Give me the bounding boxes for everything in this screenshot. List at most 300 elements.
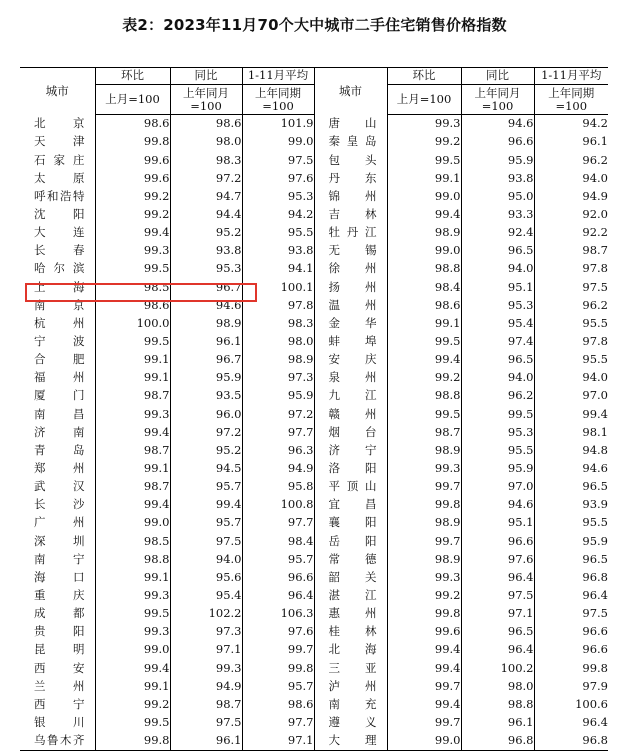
yoy-cell-left: 97.2 [170, 169, 242, 187]
yoy-cell-right: 93.3 [461, 206, 534, 224]
yoy-cell-left: 102.2 [170, 605, 242, 623]
mom-cell-left: 99.5 [95, 714, 170, 732]
city-cell-left: 武汉 [20, 478, 95, 496]
yoy-cell-left: 94.5 [170, 460, 242, 478]
avg-cell-right: 97.0 [582, 388, 608, 403]
city-cell-right: 无锡 [314, 242, 387, 260]
mom-cell-right: 98.9 [387, 550, 461, 568]
header-yoy-right: 同比 [461, 68, 534, 85]
city-cell-right: 丹东 [314, 169, 387, 187]
mom-cell-left: 98.8 [95, 550, 170, 568]
city-cell-left: 宁波 [20, 333, 95, 351]
yoy-cell-left: 94.9 [170, 677, 242, 695]
yoy-cell-left: 95.4 [170, 587, 242, 605]
avg-cell-left: 95.8 [242, 478, 314, 496]
avg-cell-right: 96.2 [582, 297, 608, 312]
avg-cell-left: 95.7 [242, 677, 314, 695]
yoy-cell-left: 98.0 [170, 133, 242, 151]
avg-cell-right: 100.6 [575, 696, 608, 711]
yoy-cell-right: 98.0 [461, 677, 534, 695]
avg-cell-right: 96.2 [582, 152, 608, 167]
table-row [20, 569, 608, 587]
city-cell-right: 赣州 [314, 405, 387, 423]
table-body [20, 115, 608, 751]
mom-cell-left: 99.3 [95, 405, 170, 423]
mom-cell-left: 98.7 [95, 478, 170, 496]
city-cell-left: 大连 [20, 224, 95, 242]
yoy-cell-right: 92.4 [461, 224, 534, 242]
yoy-cell-right: 96.8 [461, 732, 534, 751]
table-row [20, 387, 608, 405]
yoy-cell-right: 97.0 [461, 478, 534, 496]
avg-cell-left: 94.2 [242, 206, 314, 224]
avg-cell-left: 94.9 [242, 460, 314, 478]
table-row [20, 151, 608, 169]
yoy-cell-right: 94.6 [461, 115, 534, 134]
avg-cell-left: 96.4 [242, 587, 314, 605]
mom-cell-right: 98.9 [387, 224, 461, 242]
city-cell-right: 包头 [314, 151, 387, 169]
yoy-cell-right: 99.5 [461, 405, 534, 423]
mom-cell-right: 98.6 [387, 296, 461, 314]
yoy-cell-right: 95.1 [461, 514, 534, 532]
mom-cell-right: 99.5 [387, 151, 461, 169]
avg-cell-left: 97.6 [242, 623, 314, 641]
avg-cell-right: 98.1 [582, 424, 608, 439]
avg-cell-right: 96.4 [582, 714, 608, 729]
yoy-cell-right: 94.0 [461, 369, 534, 387]
yoy-cell-right: 96.1 [461, 714, 534, 732]
city-cell-left: 郑州 [20, 460, 95, 478]
mom-cell-right: 99.2 [387, 133, 461, 151]
table-row [20, 659, 608, 677]
yoy-cell-right: 96.5 [461, 242, 534, 260]
yoy-cell-left: 96.7 [170, 278, 242, 296]
yoy-cell-right: 97.5 [461, 587, 534, 605]
city-cell-right: 宜昌 [314, 496, 387, 514]
city-cell-right: 安庆 [314, 351, 387, 369]
mom-cell-right: 99.6 [387, 623, 461, 641]
city-cell-right: 九江 [314, 387, 387, 405]
header-avg-base-right: 上年同期 =100 [534, 85, 608, 115]
city-cell-left: 济南 [20, 423, 95, 441]
mom-cell-left: 99.0 [95, 514, 170, 532]
avg-cell-right: 94.2 [582, 116, 608, 131]
yoy-cell-right: 94.6 [461, 496, 534, 514]
city-cell-left: 青岛 [20, 442, 95, 460]
yoy-cell-right: 96.4 [461, 641, 534, 659]
avg-cell-right: 94.0 [582, 370, 608, 385]
table-row [20, 696, 608, 714]
table-row [20, 405, 608, 423]
avg-cell-left: 97.7 [242, 714, 314, 732]
table-row [20, 714, 608, 732]
yoy-cell-right: 100.2 [461, 659, 534, 677]
yoy-cell-right: 95.0 [461, 188, 534, 206]
city-cell-right: 洛阳 [314, 460, 387, 478]
mom-cell-right: 99.3 [387, 569, 461, 587]
city-cell-right: 惠州 [314, 605, 387, 623]
mom-cell-left: 99.4 [95, 423, 170, 441]
mom-cell-left: 98.5 [95, 532, 170, 550]
mom-cell-right: 99.0 [387, 732, 461, 751]
mom-cell-left: 99.0 [95, 641, 170, 659]
mom-cell-right: 99.7 [387, 677, 461, 695]
yoy-cell-right: 93.8 [461, 169, 534, 187]
yoy-cell-left: 98.7 [170, 696, 242, 714]
city-cell-right: 秦皇岛 [314, 133, 387, 151]
mom-cell-right: 99.4 [387, 696, 461, 714]
city-cell-left: 北京 [20, 115, 95, 134]
mom-cell-left: 99.2 [95, 206, 170, 224]
table-row [20, 550, 608, 568]
yoy-cell-left: 95.9 [170, 369, 242, 387]
avg-cell-left: 94.1 [242, 260, 314, 278]
table-row [20, 315, 608, 333]
yoy-cell-left: 99.3 [170, 659, 242, 677]
yoy-cell-left: 94.7 [170, 188, 242, 206]
table-row [20, 532, 608, 550]
avg-cell-left: 95.7 [242, 550, 314, 568]
avg-cell-left: 101.9 [242, 115, 314, 134]
yoy-cell-left: 99.4 [170, 496, 242, 514]
city-cell-right: 蚌埠 [314, 333, 387, 351]
mom-cell-left: 99.2 [95, 696, 170, 714]
avg-cell-left: 97.2 [242, 405, 314, 423]
mom-cell-left: 99.3 [95, 587, 170, 605]
avg-cell-left: 98.4 [242, 532, 314, 550]
mom-cell-left: 99.8 [95, 133, 170, 151]
city-cell-right: 烟台 [314, 423, 387, 441]
yoy-cell-left: 95.7 [170, 514, 242, 532]
avg-cell-left: 97.8 [242, 296, 314, 314]
avg-cell-left: 97.7 [242, 514, 314, 532]
yoy-cell-right: 95.3 [461, 423, 534, 441]
city-cell-left: 乌鲁木齐 [20, 732, 95, 751]
avg-cell-left: 96.3 [242, 442, 314, 460]
yoy-cell-left: 97.5 [170, 714, 242, 732]
table-row [20, 514, 608, 532]
mom-cell-right: 98.8 [387, 387, 461, 405]
yoy-cell-right: 98.8 [461, 696, 534, 714]
avg-cell-left: 95.3 [242, 188, 314, 206]
avg-cell-right: 96.6 [582, 642, 608, 657]
mom-cell-left: 98.6 [95, 115, 170, 134]
mom-cell-left: 99.5 [95, 605, 170, 623]
avg-cell-right: 96.8 [534, 732, 608, 751]
avg-cell-right: 96.6 [582, 624, 608, 639]
avg-cell-left: 95.5 [242, 224, 314, 242]
avg-cell-left: 98.9 [242, 351, 314, 369]
yoy-cell-left: 96.1 [170, 732, 242, 751]
yoy-cell-right: 96.4 [461, 569, 534, 587]
city-cell-right: 常德 [314, 550, 387, 568]
city-cell-left: 上海 [20, 278, 95, 296]
yoy-cell-left: 98.3 [170, 151, 242, 169]
mom-cell-left: 98.7 [95, 442, 170, 460]
avg-cell-left: 100.8 [242, 496, 314, 514]
header-yoy-base-left: 上年同月 =100 [170, 85, 242, 115]
city-cell-right: 吉林 [314, 206, 387, 224]
mom-cell-left: 99.6 [95, 169, 170, 187]
mom-cell-right: 98.4 [387, 278, 461, 296]
avg-cell-left: 99.7 [242, 641, 314, 659]
table-row [20, 351, 608, 369]
yoy-cell-right: 95.9 [461, 460, 534, 478]
city-cell-left: 西安 [20, 659, 95, 677]
city-cell-left: 太原 [20, 169, 95, 187]
table-row [20, 242, 608, 260]
mom-cell-right: 99.7 [387, 532, 461, 550]
avg-cell-left: 97.5 [242, 151, 314, 169]
city-cell-right: 桂林 [314, 623, 387, 641]
table-row [20, 442, 608, 460]
mom-cell-left: 98.7 [95, 387, 170, 405]
yoy-cell-left: 94.6 [170, 296, 242, 314]
avg-cell-left: 98.6 [242, 696, 314, 714]
city-cell-right: 大理 [314, 732, 387, 751]
mom-cell-right: 99.4 [387, 206, 461, 224]
mom-cell-right: 99.3 [387, 460, 461, 478]
city-cell-left: 合肥 [20, 351, 95, 369]
avg-cell-left: 97.3 [242, 369, 314, 387]
yoy-cell-right: 95.3 [461, 296, 534, 314]
city-cell-left: 银川 [20, 714, 95, 732]
mom-cell-right: 99.4 [387, 659, 461, 677]
yoy-cell-right: 97.1 [461, 605, 534, 623]
city-cell-right: 温州 [314, 296, 387, 314]
mom-cell-left: 99.3 [95, 623, 170, 641]
yoy-cell-left: 95.6 [170, 569, 242, 587]
city-cell-left: 石家庄 [20, 151, 95, 169]
mom-cell-left: 99.5 [95, 333, 170, 351]
avg-cell-left: 97.6 [242, 169, 314, 187]
table-row [20, 587, 608, 605]
city-cell-left: 贵阳 [20, 623, 95, 641]
avg-cell-right: 94.0 [582, 170, 608, 185]
city-cell-left: 厦门 [20, 387, 95, 405]
mom-cell-right: 99.1 [387, 315, 461, 333]
city-cell-left: 南宁 [20, 550, 95, 568]
yoy-cell-left: 98.6 [170, 115, 242, 134]
city-cell-left: 成都 [20, 605, 95, 623]
avg-cell-right: 96.5 [582, 479, 608, 494]
avg-cell-left: 93.8 [242, 242, 314, 260]
avg-cell-right: 92.0 [582, 207, 608, 222]
avg-cell-right: 99.8 [582, 660, 608, 675]
city-cell-left: 呼和浩特 [20, 188, 95, 206]
avg-cell-right: 92.2 [582, 225, 608, 240]
mom-cell-left: 99.4 [95, 659, 170, 677]
mom-cell-left: 99.5 [95, 260, 170, 278]
mom-cell-right: 98.8 [387, 260, 461, 278]
city-cell-left: 深圳 [20, 532, 95, 550]
yoy-cell-right: 94.0 [461, 260, 534, 278]
mom-cell-right: 99.4 [387, 351, 461, 369]
avg-cell-right: 97.8 [582, 261, 608, 276]
mom-cell-right: 99.7 [387, 714, 461, 732]
table-row [20, 732, 608, 751]
header-yoy-left: 同比 [170, 68, 242, 85]
mom-cell-left: 99.8 [95, 732, 170, 751]
city-cell-right: 唐山 [314, 115, 387, 134]
city-cell-right: 北海 [314, 641, 387, 659]
table-row [20, 169, 608, 187]
mom-cell-right: 99.3 [387, 115, 461, 134]
city-cell-left: 西宁 [20, 696, 95, 714]
table-row [20, 369, 608, 387]
mom-cell-right: 98.9 [387, 442, 461, 460]
yoy-cell-left: 97.2 [170, 423, 242, 441]
city-cell-left: 沈阳 [20, 206, 95, 224]
mom-cell-right: 98.7 [387, 423, 461, 441]
city-cell-right: 三亚 [314, 659, 387, 677]
header-city-left: 城市 [20, 68, 95, 115]
mom-cell-right: 99.8 [387, 605, 461, 623]
mom-cell-left: 99.1 [95, 677, 170, 695]
city-cell-right: 平顶山 [314, 478, 387, 496]
table-row [20, 133, 608, 151]
yoy-cell-right: 96.2 [461, 387, 534, 405]
city-cell-right: 遵义 [314, 714, 387, 732]
avg-cell-left: 97.1 [242, 732, 314, 751]
yoy-cell-left: 97.1 [170, 641, 242, 659]
header-mom-right: 环比 [387, 68, 461, 85]
yoy-cell-left: 94.4 [170, 206, 242, 224]
yoy-cell-right: 96.6 [461, 133, 534, 151]
avg-cell-right: 96.8 [582, 569, 608, 584]
mom-cell-left: 99.4 [95, 224, 170, 242]
avg-cell-left: 100.1 [242, 278, 314, 296]
yoy-cell-right: 95.1 [461, 278, 534, 296]
table-header [20, 68, 608, 115]
city-cell-right: 南充 [314, 696, 387, 714]
header-city-right: 城市 [314, 68, 387, 115]
city-cell-left: 海口 [20, 569, 95, 587]
header-avg-right: 1-11月平均 [534, 68, 608, 85]
mom-cell-right: 99.1 [387, 169, 461, 187]
city-cell-right: 襄阳 [314, 514, 387, 532]
yoy-cell-left: 93.8 [170, 242, 242, 260]
yoy-cell-right: 96.5 [461, 351, 534, 369]
mom-cell-left: 99.2 [95, 188, 170, 206]
avg-cell-left: 98.3 [242, 315, 314, 333]
city-cell-right: 岳阳 [314, 532, 387, 550]
city-cell-right: 湛江 [314, 587, 387, 605]
avg-cell-right: 95.9 [582, 533, 608, 548]
avg-cell-left: 99.8 [242, 659, 314, 677]
header-mom-base-right: 上月=100 [387, 85, 461, 115]
table-row [20, 423, 608, 441]
mom-cell-left: 99.3 [95, 242, 170, 260]
header-mom-left: 环比 [95, 68, 170, 85]
city-cell-left: 长沙 [20, 496, 95, 514]
mom-cell-right: 98.9 [387, 514, 461, 532]
avg-cell-right: 97.8 [582, 334, 608, 348]
yoy-cell-left: 95.7 [170, 478, 242, 496]
table-row [20, 623, 608, 641]
avg-cell-right: 95.5 [582, 515, 608, 530]
header-avg-left: 1-11月平均 [242, 68, 314, 85]
table-row [20, 677, 608, 695]
table-title: 表2：2023年11月70个大中城市二手住宅销售价格指数 [122, 16, 507, 34]
mom-cell-right: 99.8 [387, 496, 461, 514]
yoy-cell-right: 97.6 [461, 550, 534, 568]
city-cell-right: 泸州 [314, 677, 387, 695]
table-row [20, 296, 608, 314]
avg-cell-right: 95.5 [582, 315, 608, 330]
table-row [20, 641, 608, 659]
yoy-cell-right: 95.5 [461, 442, 534, 460]
mom-cell-left: 98.5 [95, 278, 170, 296]
table-row [20, 333, 608, 351]
city-cell-left: 兰州 [20, 677, 95, 695]
mom-cell-right: 99.2 [387, 587, 461, 605]
avg-cell-right: 96.5 [582, 551, 608, 566]
avg-cell-left: 96.6 [242, 569, 314, 587]
avg-cell-right: 97.5 [582, 279, 608, 294]
avg-cell-left: 97.7 [242, 423, 314, 441]
mom-cell-left: 99.6 [95, 151, 170, 169]
city-cell-right: 泉州 [314, 369, 387, 387]
city-cell-left: 南京 [20, 296, 95, 314]
mom-cell-right: 99.0 [387, 188, 461, 206]
avg-cell-right: 98.7 [582, 243, 608, 258]
avg-cell-right: 96.1 [582, 134, 608, 149]
mom-cell-left: 99.1 [95, 569, 170, 587]
yoy-cell-right: 95.9 [461, 151, 534, 169]
avg-cell-left: 95.9 [242, 387, 314, 405]
city-cell-right: 济宁 [314, 442, 387, 460]
city-cell-right: 金华 [314, 315, 387, 333]
avg-cell-left: 99.0 [242, 133, 314, 151]
table-row [20, 260, 608, 278]
mom-cell-left: 99.4 [95, 496, 170, 514]
yoy-cell-left: 95.3 [170, 260, 242, 278]
city-cell-left: 杭州 [20, 315, 95, 333]
city-cell-left: 重庆 [20, 587, 95, 605]
mom-cell-right: 99.2 [387, 369, 461, 387]
table-row [20, 278, 608, 296]
yoy-cell-left: 95.2 [170, 224, 242, 242]
city-cell-left: 南昌 [20, 405, 95, 423]
yoy-cell-right: 95.4 [461, 315, 534, 333]
yoy-cell-left: 96.7 [170, 351, 242, 369]
yoy-cell-left: 97.3 [170, 623, 242, 641]
mom-cell-left: 99.1 [95, 369, 170, 387]
table-row [20, 115, 608, 134]
avg-cell-right: 93.9 [582, 497, 608, 512]
city-cell-right: 牡丹江 [314, 224, 387, 242]
table-row [20, 605, 608, 623]
table-row [20, 206, 608, 224]
header-yoy-base-right: 上年同月 =100 [461, 85, 534, 115]
table-row [20, 478, 608, 496]
avg-cell-right: 97.9 [582, 678, 608, 693]
avg-cell-right: 99.4 [582, 406, 608, 421]
header-avg-base-left: 上年同期 =100 [242, 85, 314, 115]
yoy-cell-left: 97.5 [170, 532, 242, 550]
yoy-cell-right: 96.6 [461, 532, 534, 550]
mom-cell-left: 98.6 [95, 296, 170, 314]
table-row [20, 496, 608, 514]
city-cell-left: 哈尔滨 [20, 260, 95, 278]
mom-cell-right: 99.5 [387, 333, 461, 351]
avg-cell-right: 94.8 [582, 442, 608, 457]
header-mom-base-left: 上月=100 [95, 85, 170, 115]
yoy-cell-left: 94.0 [170, 550, 242, 568]
city-cell-left: 长春 [20, 242, 95, 260]
